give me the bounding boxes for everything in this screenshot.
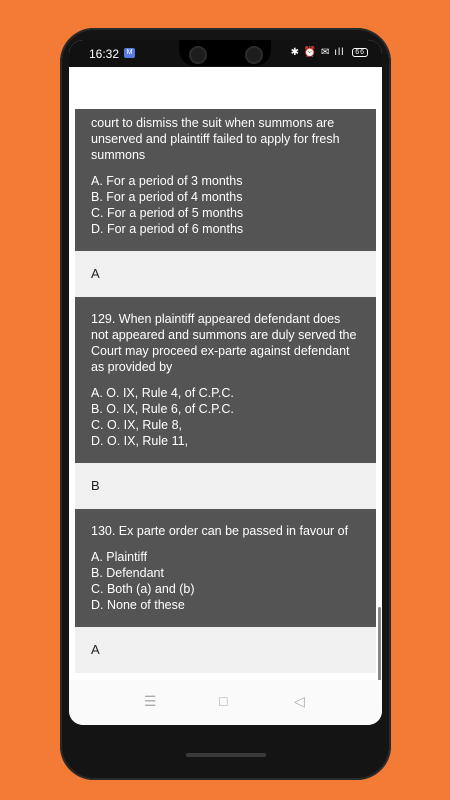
option-d: D. For a period of 6 months bbox=[91, 222, 244, 236]
question-text: court to dismiss the suit when summons are unserved and plaintiff failed to apply for fresh summons bbox=[91, 116, 340, 162]
status-icons bbox=[291, 47, 368, 58]
status-right-icons: ✱ ⏰ ✉ ıll bbox=[290, 47, 345, 58]
navigation-bar bbox=[69, 680, 382, 725]
question-text: 130. Ex parte order can be passed in favour of bbox=[91, 524, 349, 538]
question-list[interactable] bbox=[69, 67, 382, 680]
option-b: B. Defendant bbox=[91, 566, 164, 580]
back-icon[interactable]: ◁ bbox=[294, 693, 305, 709]
option-c: C. Both (a) and (b) bbox=[91, 582, 195, 596]
question-card bbox=[75, 109, 376, 251]
option-d: D. O. IX, Rule 11, bbox=[91, 434, 189, 448]
screen bbox=[69, 40, 382, 725]
header-area bbox=[69, 67, 382, 109]
answer-card: A bbox=[75, 627, 376, 673]
question-card bbox=[75, 297, 376, 463]
home-icon[interactable]: □ bbox=[219, 693, 228, 709]
status-time: 16:32 bbox=[89, 47, 120, 61]
question-card bbox=[75, 509, 376, 627]
battery-icon: 66 bbox=[352, 48, 368, 57]
speaker-grille bbox=[186, 753, 266, 757]
option-b: B. O. IX, Rule 6, of C.P.C. bbox=[91, 402, 234, 416]
menu-icon[interactable]: ☰ bbox=[144, 693, 157, 709]
camera-notch bbox=[179, 40, 271, 66]
message-icon: M bbox=[124, 48, 135, 58]
camera-icon bbox=[245, 46, 263, 64]
question-text: 129. When plaintiff appeared defendant does not appeared and summons are duly served the Court may proceed ex-parte against defendant as provided by bbox=[91, 312, 357, 374]
camera-icon bbox=[189, 46, 207, 64]
answer-card: A bbox=[75, 251, 376, 297]
answer-card: B bbox=[75, 463, 376, 509]
option-a: A. O. IX, Rule 4, of C.P.C. bbox=[91, 386, 234, 400]
option-b: B. For a period of 4 months bbox=[91, 190, 243, 204]
option-d: D. None of these bbox=[91, 598, 185, 612]
scrollbar[interactable] bbox=[378, 607, 381, 680]
scroll-container bbox=[69, 67, 382, 673]
option-a: A. For a period of 3 months bbox=[91, 174, 243, 188]
option-c: C. O. IX, Rule 8, bbox=[91, 418, 183, 432]
option-a: A. Plaintiff bbox=[91, 550, 148, 564]
option-c: C. For a period of 5 months bbox=[91, 206, 244, 220]
status-bar bbox=[69, 40, 382, 67]
